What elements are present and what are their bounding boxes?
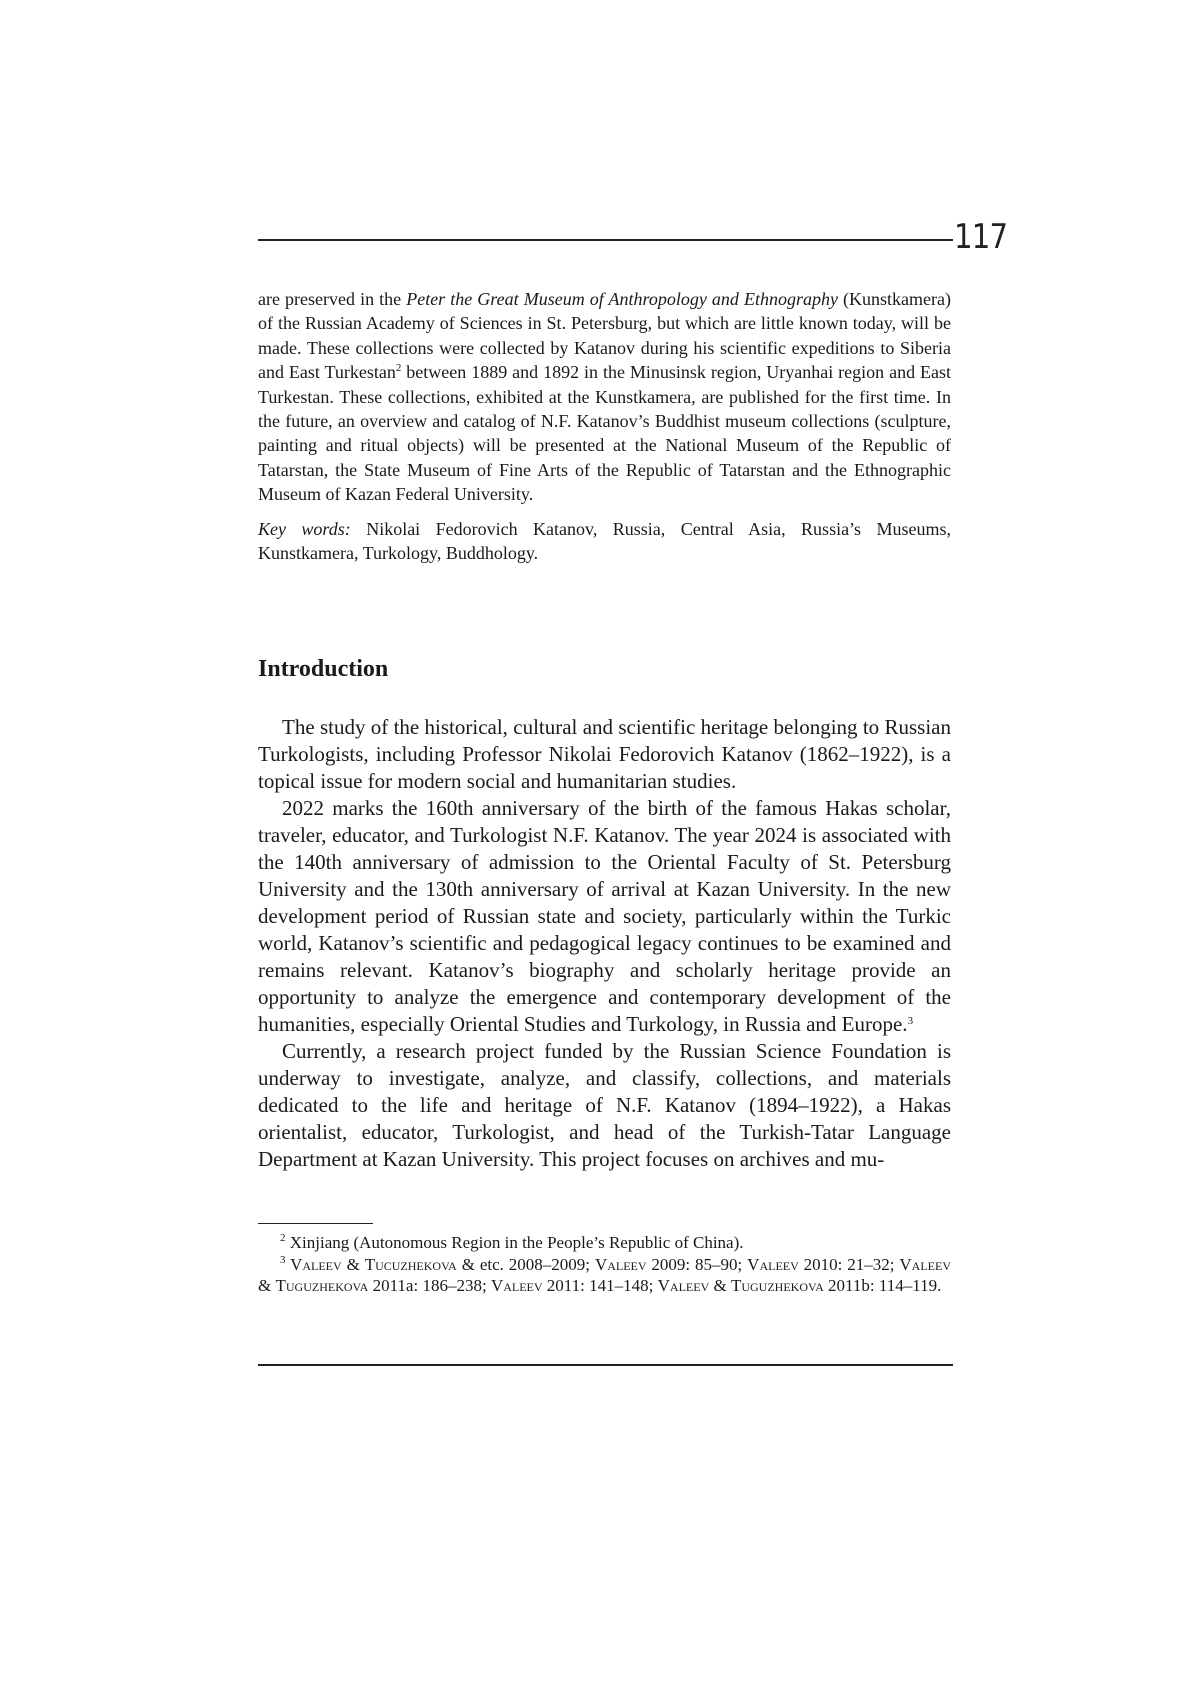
footnote-ref-2[interactable]: 2 bbox=[395, 362, 402, 375]
body-paragraph: The study of the historical, cultural and scientific heritage belonging to Russian Turkologists, including Professor Nikolai Fedorovich Katanov (1862–1922), is a topical issue for modern social and humanitarian studies. bbox=[258, 715, 951, 793]
museum-name: Peter the Great Museum of Anthropology and Ethnography bbox=[406, 289, 838, 309]
keywords-text: Nikolai Fedorovich Katanov, Russia, Central Asia, Russia’s Museums, Kunstkamera, Turkology, Buddhology. bbox=[258, 518, 951, 564]
body-text bbox=[258, 714, 951, 1173]
footnotes bbox=[258, 1232, 951, 1297]
body-paragraph: Currently, a research project funded by the Russian Science Foundation is underway to investigate, analyze, and classify, collections, and materials dedicated to the life and heritage of N.F. Katanov (1894–1922), a Hakas orientalist, educator, Turkologist, and head of the Turkish-Tatar Language Department at Kazan University. This project focuses on archives and mu- bbox=[258, 1039, 951, 1171]
footer-rule bbox=[258, 1364, 953, 1366]
footnote-2: $^2$ Xinjiang (Autonomous Region in the People’s Republic of China). bbox=[280, 1232, 744, 1252]
body-paragraph: 2022 marks the 160th anniversary of the birth of the famous Hakas scholar, traveler, educator, and Turkologist N.F. Katanov. The year 2024 is associated with the 140th anniversary of admission to the Oriental Faculty of St. Petersburg University and the 130th anniversary of arrival at Kazan University. In the new development period of Russian state and society, particularly within the Turkic world, Katanov’s scientific and pedagogical legacy continues to be examined and remains relevant. Katanov’s biography and scholarly heritage provide an opportunity to analyze the emergence and contemporary development of the humanities, especially Oriental Studies and Turkology, in Russia and Europe.$^3$ bbox=[258, 796, 951, 1036]
abstract-paragraph: are preserved in the Peter the Great Museum of Anthropology and Ethnography (Kunstkamera) of the Russian Academy of Sciences in St. Petersburg, but which are little known today, will be made. These collections were collected by Katanov during his scientific expeditions to Siberia and East Turkestan$^2$ between 1889 and 1892 in the Minusinsk region, Uryanhai region and East Turkestan. These collections, exhibited at the Kunstkamera, are published for the first time. In the future, an overview and catalog of N.F. Katanov’s Buddhist museum collections (sculpture, painting and ritual objects) will be presented at the National Museum of the Republic of Tatarstan, the State Museum of Fine Arts of the Republic of Tatarstan and the Ethnographic Museum of Kazan Federal University. bbox=[258, 289, 951, 505]
footnote-3: $^3$ Valeev & Tucuzhekova & etc. 2008–2009; Valeev 2009: 85–90; Valeev 2010: 21–32; Valeev & Tuguzhekova 2011a: 186–238; Valeev 2011: 141–148; Valeev & Tuguzhekova 2011b: 114–119. bbox=[258, 1253, 952, 1296]
page-number: 117 bbox=[954, 217, 1008, 257]
section-title: Introduction bbox=[258, 656, 389, 682]
footnote-ref-3[interactable]: 3 bbox=[907, 1015, 914, 1027]
keywords bbox=[258, 517, 951, 566]
footnote-separator bbox=[258, 1223, 373, 1224]
abstract bbox=[258, 287, 951, 565]
header-rule bbox=[258, 239, 953, 241]
keywords-label: Key words: bbox=[258, 518, 351, 539]
